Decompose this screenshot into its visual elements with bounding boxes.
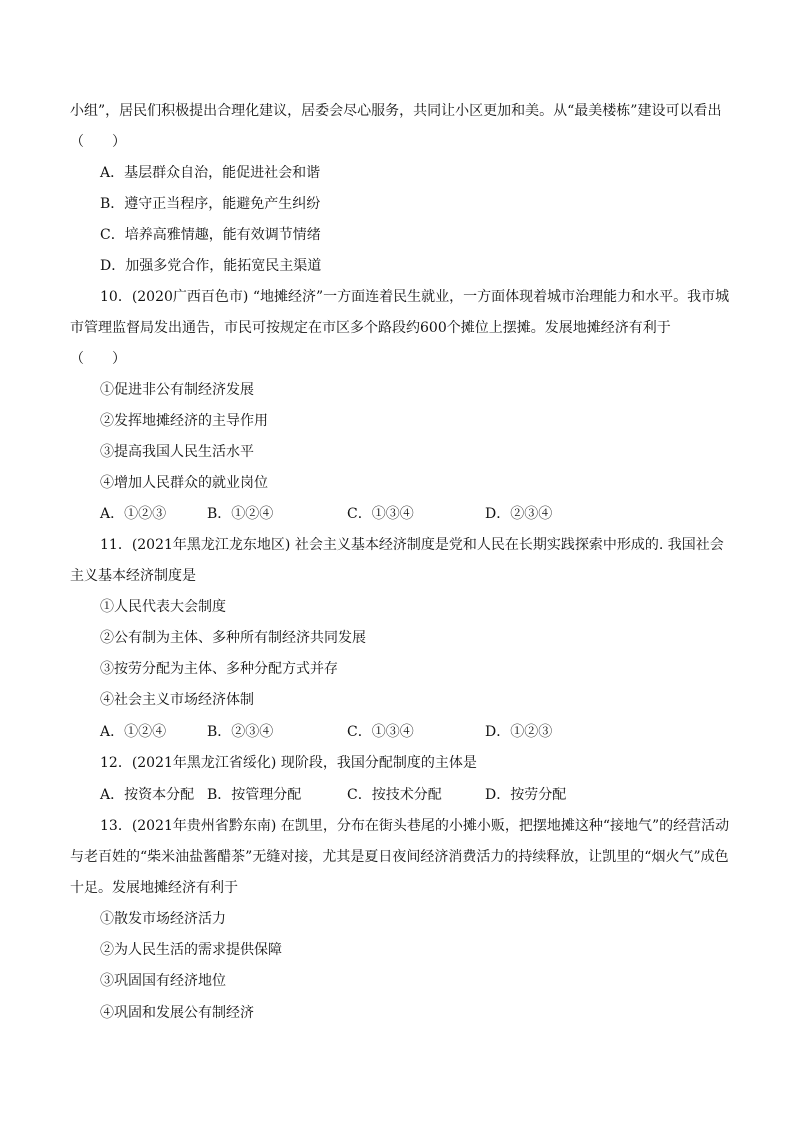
q13-stem-line-2: 与老百姓的“柴米油盐酱醋茶”无缝对接，尤其是夏日夜间经济消费活力的持续释放，让凯里的“烟火气”成色 xyxy=(70,849,729,865)
q12-stem: 12．(2021年黑龙江省绥化) 现阶段，我国分配制度的主体是 xyxy=(100,755,477,771)
q11-item-1: ①人民代表大会制度 xyxy=(100,599,226,615)
q10-stem-line-2: 市管理监督局发出通告，市民可按规定在市区多个路段约600个摊位上摆摊。发展地摊经济有利于 xyxy=(70,320,671,336)
q9-option-d: D．加强多党合作，能拓宽民主渠道 xyxy=(100,258,322,274)
q9-answer-paren: （ ） xyxy=(70,134,126,150)
q9-option-c: C．培养高雅情趣，能有效调节情绪 xyxy=(100,227,321,243)
q13-stem-line-3: 十足。发展地摊经济有利于 xyxy=(70,880,238,896)
q12-choice-c: C．按技术分配 xyxy=(347,787,442,803)
q10-answer-paren: （ ） xyxy=(70,351,126,367)
q11-item-3: ③按劳分配为主体、多种分配方式并存 xyxy=(100,661,338,677)
q13-item-3: ③巩固国有经济地位 xyxy=(100,973,226,989)
q11-choice-c: C．①③④ xyxy=(347,724,414,740)
q10-choice-b: B．①②④ xyxy=(207,506,274,522)
q13-item-4: ④巩固和发展公有制经济 xyxy=(100,1005,254,1021)
q9-option-a: A．基层群众自治，能促进社会和谐 xyxy=(100,165,321,181)
q10-item-4: ④增加人民群众的就业岗位 xyxy=(100,475,268,491)
q13-item-1: ①散发市场经济活力 xyxy=(100,911,226,927)
q12-choice-a: A．按资本分配 xyxy=(100,787,195,803)
q10-item-1: ①促进非公有制经济发展 xyxy=(100,382,254,398)
q10-choice-c: C．①③④ xyxy=(347,506,414,522)
q11-choice-d: D．①②③ xyxy=(485,724,553,740)
q13-stem-line-1: 13．(2021年贵州省黔东南) 在凯里，分布在街头巷尾的小摊小贩，把摆地摊这种“接地气”的经营活动 xyxy=(100,818,730,834)
q11-choice-b: B．②③④ xyxy=(207,724,274,740)
q11-item-4: ④社会主义市场经济体制 xyxy=(100,692,254,708)
q9-stem-line: 小组”，居民们积极提出合理化建议，居委会尽心服务，共同让小区更加和美。从“最美楼栋”建设可以看出 xyxy=(70,103,722,119)
q10-item-2: ②发挥地摊经济的主导作用 xyxy=(100,413,268,429)
q13-item-2: ②为人民生活的需求提供保障 xyxy=(100,942,282,958)
q11-stem-line-2: 主义基本经济制度是 xyxy=(70,568,196,584)
q11-choice-a: A．①②④ xyxy=(100,724,167,740)
q10-stem-line-1: 10．(2020广西百色市) “地摊经济”一方面连着民生就业，一方面体现着城市治理能力和水平。我市城 xyxy=(100,289,730,305)
q10-choice-a: A．①②③ xyxy=(100,506,167,522)
q10-item-3: ③提高我国人民生活水平 xyxy=(100,444,254,460)
q9-option-b: B．遵守正当程序，能避免产生纠纷 xyxy=(100,196,321,212)
q10-choice-d: D．②③④ xyxy=(485,506,553,522)
q12-choice-d: D．按劳分配 xyxy=(485,787,567,803)
q12-choice-b: B．按管理分配 xyxy=(207,787,302,803)
q11-item-2: ②公有制为主体、多种所有制经济共同发展 xyxy=(100,630,366,646)
q11-stem-line-1: 11．(2021年黑龙江龙东地区) 社会主义基本经济制度是党和人民在长期实践探索中形成的. 我国社会 xyxy=(100,537,724,553)
